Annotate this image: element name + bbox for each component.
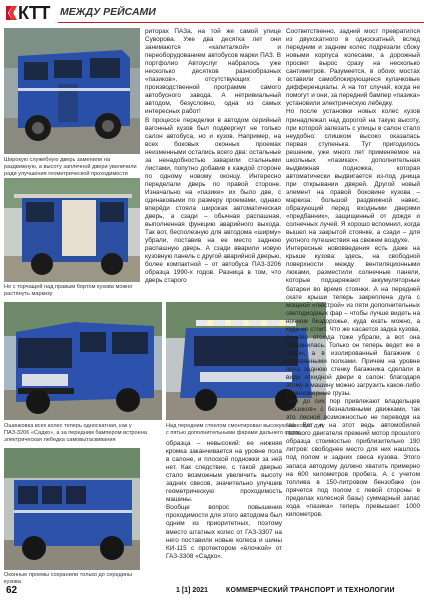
page-footer	[0, 583, 424, 600]
text-column-2-top: риторах ПАЗа, на той же самой улице Суворова. Уже два десятка лет они занимаются «капиталкой» и переоборудованием автобусов марки ПАЗ. В портфолио Автоуслуг набралось уже несколько десятков разнообразных «пазиков», отсутствующих в производственной программе самого автобусного завода. А нетривиальный автодом, безусловно, одна из самых интересных работ! В процессе переделки в автодом серийный вагонный кузов был подвергнут не только салон автобуса, но и кузов. Например, на всех боковых оконных проемах неизменными остались всего два: остальные за ненадобностью заварили стальными листами, попутно добавив к каждой стороне по одному новому оконцу. Интересно переделали дверь по правой стороне. Изначально на «пазике» их было две, с одинаковыми по размеру проемами, однако вперёди стояла широкая автоматическая дверь, а сзади – обычная распашная, выполненная функцию аварийного выхода. Так вот, бесполезную для автодома «ширму» убрали, поставив на ее место заднюю распашную дверь. А сзади вварили новую кузовную панель с другой аварийной дверью, более компактной – от автобуса ПАЗ-3206 образца 1990-х годов. Разница в том, что дверь старого	[145, 28, 281, 285]
section-title: МЕЖДУ РЕЙСАМИ	[60, 6, 156, 18]
page-number: 62	[6, 585, 18, 596]
journal-logo	[4, 3, 56, 23]
logo-text: КТТ	[18, 2, 50, 23]
caption-photo-2: Но с торчащей над правым бортом кузова можно растянуть маркизу	[4, 284, 133, 297]
photo-bus-side-door	[4, 28, 140, 154]
logo-mark-icon	[4, 4, 18, 22]
header-rule	[58, 22, 424, 23]
caption-photo-1: Широкую служебную дверь заменили на раздвижную, а высоту заплечной двери увеличили ради улучшения геометрической проходимости	[4, 157, 137, 177]
photo-bus-front	[4, 302, 162, 420]
text-column-2-bottom: образца – невысокий: ее нижняя кромка заканчивается на уровне пола в салоне, и плоской подножки за ней нет. Как следствие, с такой дверью стало возможным увеличить высоту задних свесов, значительно улучшив геометрическую проходимость машины. Вообще вопрос повышения проходимости для этого автодома был одним из приоритетных, поэтому вместо штатных колес от ГАЗ-3307 на него поставили новые колеса и шины КИ-115 с протектором «ёлочкой» от ГАЗ-3308 «Садко».	[166, 440, 282, 560]
issue-number: 1 [1] 2021	[176, 587, 208, 594]
photo-bus-awning	[4, 178, 140, 282]
text-column-3: Соответственно, задний мост превратился из двухскатного в односкатный, вслед передним и задним колес подрезали сбоку новыми корпуса колесами, а дорожный просвет вырос сразу на несколько сантиметров. Разумеется, в обоих мостах оставили самоблокирующиеся кулачковые дифференциалы. А на тот случай, когда не помогут и они, за передний бампер «пазика» установили электрическую лебедку. Но после установки новых колес кузов принадлежал над дорогой на такую высоту, при которой залезать с улицы в салон стало неудобно: слишком высоко оказалась первая ступенька. Тут пригодилось решение, уже много лет применяемое на школьных «пазиках»: дополнительная выдвижная подножка, которая автоматически выдвигается из-под днища при открывании дверей. Другой новый элемент на правой боковине кузова – маркиза: большой раздвижной навес, образующий перед входными дверями «предбанник», защищенный от дождя и солнечных лучей. Я хорошо вспомнил, когда вышел на закрытой стоянке, а сзади – для уютного путешествия на свежем воздухе. Интересные нововведения есть даже на крыше кузова: здесь, на свободной поверхности между вентиляционными люками, разместили солнечные панели, которые подзаряжают аккумуляторные батареи во время стоянки. А на передней скате крыши теперь закреплена дуга с мощной «люстрой» из пяти дополнительных светодиодных фар – чтобы лучше видеть на ночном бездорожье, куда ехать можно, а куда не стоит. Что же касается задка кузова, то оно отсюда тоже убрали, а вот она сохранилась. Только он теперь ведет же в салон, а в изолированный багажник с деревянными полками. Причем на уровне пола заднюю стенку багажника сделали в виде откидной двери в салон: благодаря этому в машину можно загрузить какое-либо длинномерные грузы. Чем до сих пор привлекают владельцев «пазиков» с безналивными движками, так это лесной возможностью не переводя на газ. Вот и на этот ведь автомобилей газового двигателя прежний мотор прошлого образца стоимостью приблизительно 190 литров: свободнее место для них нашлось под полом и задних свеса кузова. Этого запаса автодому должно хватить примерно на 600 километров пробега. А с учетом топлива в 150-литровом бензобаке (он прячется под полом с левой стороны в пределах колесной базы) суммарный запас хода «пазика» теперь превышает 1000 километров.	[286, 28, 420, 518]
page-header	[0, 0, 424, 26]
caption-photo-4: Над передним стеклом смонтирован высокую навесную дугу с пятью дополнительными фарами дальнего света	[166, 423, 325, 436]
caption-photo-3: Ошинковка всех колес теперь односкатная, как у ПАЗ-3206 «Садко», а за передним бампером встроена электрическая лебедка самовытаскивания	[4, 423, 147, 443]
journal-name: КОММЕРЧЕСКИЙ ТРАНСПОРТ И ТЕХНОЛОГИИ	[226, 587, 395, 594]
photo-bus-side-windows	[4, 448, 140, 570]
caption-photo-5: Оконные проемы сохранили только до середины кузова	[4, 572, 132, 585]
